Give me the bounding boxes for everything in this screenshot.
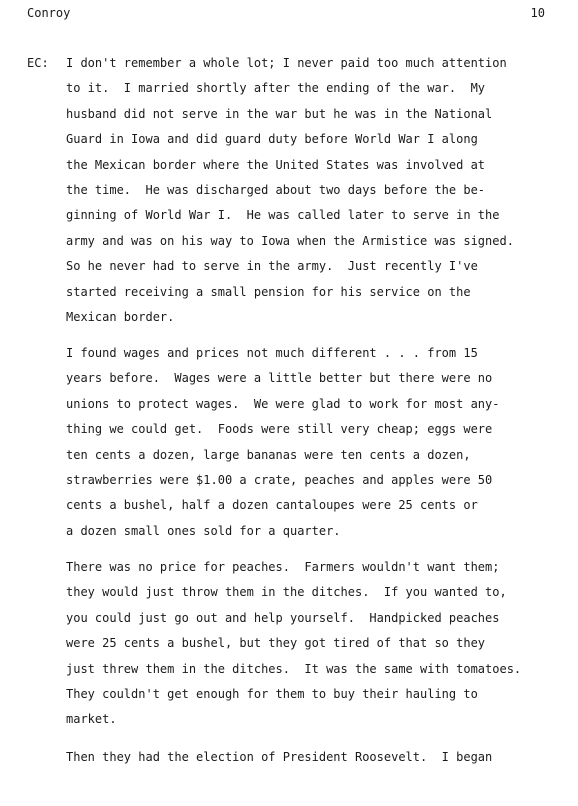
text-line: So he never had to serve in the army. Just recently I've [66,259,478,274]
text-line: They couldn't get enough for them to buy their hauling to [66,687,478,701]
text-line: started receiving a small pension for his service on the [66,284,471,299]
text-line: ginning of World War I. He was called later to serve in the [66,208,500,223]
text-line: army and was on his way to Iowa when the Armistice was signed. [66,233,514,248]
text-line: I found wages and prices not much different . . . from 15 [66,346,478,360]
header-name: Conroy [27,6,71,20]
text-line: husband did not serve in the war but he was in the National [66,106,493,121]
speaker-label: EC: [27,56,49,70]
text-line: were 25 cents a bushel, but they got tired of that so they [66,636,486,651]
text-line: they would just throw them in the ditches. If you wanted to, [66,585,507,600]
text-line: the time. He was discharged about two days before the be- [66,183,486,197]
text-line: cents a bushel, half a dozen cantaloupes were 25 cents or [66,498,478,513]
text-line: There was no price for peaches. Farmers wouldn't want them; [66,560,500,574]
page-number: 10 [530,6,545,20]
text-line: Mexican border. [66,310,175,324]
text-line: unions to protect wages. We were glad to work for most any- [66,396,500,411]
text-line: market. [66,712,117,727]
text-line: just threw them in the ditches. It was the same with tomatoes. [66,661,522,676]
text-line: strawberries were $1.00 a crate, peaches and apples were 50 [66,473,493,487]
text-line: I don't remember a whole lot; I never paid too much attention [66,56,507,70]
text-line: the Mexican border where the United States was involved at [66,157,486,172]
text-line: ten cents a dozen, large bananas were ten cents a dozen, [66,447,471,462]
text-line: a dozen small ones sold for a quarter. [66,523,341,538]
text-line: you could just go out and help yourself. Handpicked peaches [66,610,500,625]
text-line: years before. Wages were a little better but there were no [66,371,493,386]
text-line: to it. I married shortly after the ending of the war. My [66,81,486,96]
text-line: Guard in Iowa and did guard duty before World War I along [66,132,478,147]
text-line: Then they had the election of President Roosevelt. I began [66,750,493,764]
text-line: thing we could get. Foods were still very cheap; eggs were [66,422,493,437]
